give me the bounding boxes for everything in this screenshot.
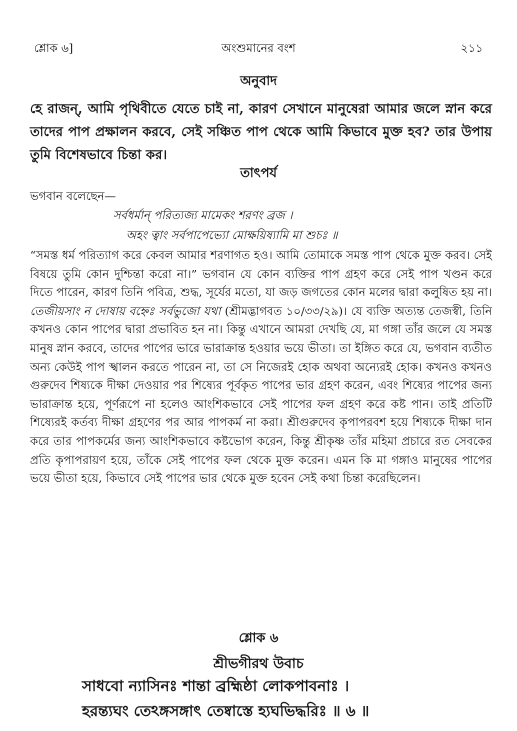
gita-quote-line-2: অহং ত্বাং সর্বপাপেভ্যো মোক্ষয়িষ্যামি মা শুচঃ ॥ bbox=[126, 228, 338, 242]
purport-intro: ভগবান বলেছেন— bbox=[30, 189, 116, 203]
verse-label: শ্লোক ৬ bbox=[238, 631, 279, 646]
verse-speaker: শ্রীভগীরথ উবাচ bbox=[213, 656, 304, 672]
purport-heading: তাৎপর্য bbox=[240, 166, 277, 181]
purport-body bbox=[30, 246, 492, 488]
header-chapter-title: অংশুমানের বংশ bbox=[221, 41, 296, 55]
sanskrit-verse-line-1: সাধবো ন্যাসিনঃ শান্তা ব্রহ্মিষ্ঠা লোকপাবনাঃ । bbox=[82, 677, 350, 695]
header-verse-ref: শ্লোক ৬] bbox=[34, 41, 74, 55]
translation-text: হে রাজন্‌, আমি পৃথিবীতে যেতে চাই না, কারণ সেখানে মানুষেরা আমার জলে স্নান করে তাদের পাপ প্রক্ষালন করবে, সেই সঞ্চিত পাপ থেকে আমি কিভাবে মুক্ত হব? তার উপায় তুমি বিশেষভাবে চিন্তা কর। bbox=[30, 102, 492, 163]
bhagavatam-reference: (শ্রীমদ্ভাগবত ১০/৩৩/২৯)। bbox=[224, 303, 348, 318]
purport-paragraph-1: “সমস্ত ধর্ম পরিত্যাগ করে কেবল আমার শরণাগত হও। আমি তোমাকে সমস্ত পাপ থেকে মুক্ত করব। সেই বিষয়ে তুমি কোন দুশ্চিন্তা করো না।” ভগবান যে কোন ব্যক্তির পাপ গ্রহণ করে সেই পাপ খণ্ডন করে দিতে পারেন, কারণ তিনি পবিত্র, শুদ্ধ, সূর্যের মতো, যা জড় জগতের কোন মলের দ্বারা কলুষিত হয় না। bbox=[30, 248, 492, 300]
translation-heading: অনুবাদ bbox=[240, 74, 277, 89]
gita-quote-line-1: সর্বধর্মান্‌ পরিত্যজ্য মামেকং শরণং ব্রজ । bbox=[113, 208, 293, 222]
running-header bbox=[30, 40, 487, 56]
purport-paragraph-2: যে ব্যক্তি অত্যন্ত তেজস্বী, তিনি কখনও কোন পাপের দ্বারা প্রভাবিত হন না। কিন্তু এখানে আমরা দেখছি যে, মা গঙ্গা তাঁর জলে যে সমস্ত মানুষ স্নান করবে, তাদের পাপের ভারে ভারাক্রান্ত হওয়ার ভয়ে ভীতা। তা ইঙ্গিত করে যে, ভগবান ব্যতীত অন্য কেউই পাপ স্খালন করতে পারেন না, তা সে নিজেরই হোক অথবা অন্যেরই হোক। কখনও কখনও গুরুদেব শিষ্যকে দীক্ষা দেওয়ার পর শিষ্যের পূর্বকৃত পাপের ভার গ্রহণ করেন, এবং শিষ্যের পাপের জন্য ভারাক্রান্ত হয়ে, পূর্ণরূপে না হলেও আংশিকভাবে সেই পাপের ফল গ্রহণ করে কষ্ট পান। তাই প্রতিটি শিষ্যেরই কর্তব্য দীক্ষা গ্রহণের পর আর পাপকর্ম না করা। শ্রীগুরুদেব কৃপাপরবশ হয়ে শিষ্যকে দীক্ষা দান করে তার পাপকর্মের জন্য আংশিকভাবে কষ্টভোগ করেন, কিন্তু শ্রীকৃষ্ণ তাঁর মহিমা প্রচারে রত সেবকের প্রতি কৃপাপরায়ণ হয়ে, তাঁকে সেই পাপের ফল থেকে মুক্ত করেন। এমন কি মা গঙ্গাও মানুষের পাপের ভয়ে ভীতা হয়ে, কিভাবে সেই পাপের ভার থেকে মুক্ত হবেন সেই কথা চিন্তা করেছিলেন। bbox=[30, 303, 493, 486]
sanskrit-verse-line-2: হরন্ত্যঘং তেঽঙ্গসঙ্গাৎ তেষ্বাস্তে হ্যঘভিদ্ধরিঃ ॥ ৬ ॥ bbox=[82, 702, 370, 720]
page-number: ২১১ bbox=[460, 41, 483, 55]
bhagavatam-quote: তেজীয়সাং ন দোষায় বহ্নেঃ সর্বভুজো যথা bbox=[30, 303, 221, 318]
